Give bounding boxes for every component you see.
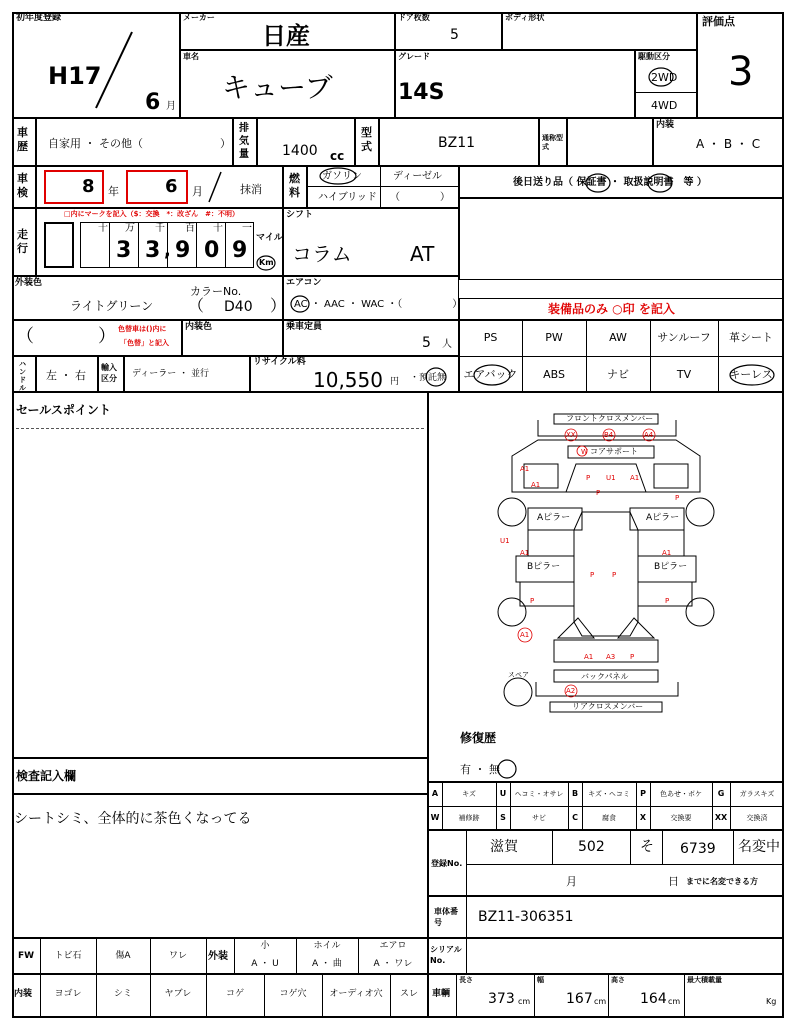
- width-value: 167: [566, 991, 593, 1007]
- equip-pw: PW: [545, 331, 563, 344]
- inspection-notes-label: 検査記入欄: [16, 769, 77, 783]
- load-unit: Kg: [766, 997, 777, 1006]
- legend-code: P: [640, 789, 646, 798]
- mark-u1: U1: [606, 474, 616, 482]
- recycle-label: リサイクル料: [253, 357, 306, 367]
- shift-type: AT: [410, 242, 435, 266]
- aircon-options: AC ・ AAC ・ WAC ・（ ）: [294, 299, 463, 310]
- drive-4wd: 4WD: [651, 99, 678, 112]
- int-item-2: シミ: [113, 989, 132, 999]
- unit-label-5: 十: [213, 223, 223, 234]
- legend-code: X: [639, 813, 647, 822]
- digit-comma: ,: [164, 240, 171, 261]
- legend-code: G: [717, 789, 725, 798]
- circle-mark-km: [255, 254, 277, 272]
- import-value: ディーラー ・ 並行: [132, 369, 210, 379]
- yen-unit: 円: [390, 377, 400, 387]
- chassis-label: 車体番号: [434, 907, 458, 927]
- mark-a1-2: A1: [531, 481, 541, 489]
- size-row: [428, 974, 784, 1018]
- mark-b4: B4: [604, 431, 614, 439]
- legend-meaning: 交換済: [746, 814, 768, 822]
- score-value: 3: [728, 49, 754, 95]
- mark-a2: A2: [566, 687, 576, 695]
- circle-mark-ac: [289, 294, 311, 314]
- registration-status: 名変中: [738, 839, 780, 855]
- slash-mark-2: [205, 170, 225, 204]
- handle-value: 左 ・ 右: [46, 369, 86, 382]
- cc-unit: cc: [330, 149, 345, 163]
- fuel-diesel: ディーゼル: [393, 171, 442, 182]
- fw-item-1: トビ石: [54, 951, 82, 961]
- registration-deadline-note: までに名変できる方: [686, 877, 758, 886]
- month-unit-2: 月: [192, 185, 203, 198]
- a-pillar-right: Aピラー: [646, 513, 680, 523]
- digit-4: 0: [204, 238, 220, 263]
- height-value: 164: [640, 991, 667, 1007]
- legend-meaning: ガラスキズ: [739, 790, 775, 798]
- circle-mark-repair: [496, 758, 518, 780]
- mark-a1-3: A1: [630, 474, 640, 482]
- back-panel-label: バックパネル: [581, 672, 629, 681]
- legend-meaning: サビ: [532, 814, 546, 822]
- documents-area: [459, 198, 784, 280]
- history-value: 自家用 ・ その他（: [48, 137, 143, 150]
- drive-2wd: 2WD: [651, 71, 678, 84]
- repair-value: 有 ・ 無: [460, 763, 500, 776]
- int-item-7: スレ: [399, 989, 418, 999]
- digit-2: 3: [145, 238, 161, 263]
- mark-p-5: P: [612, 571, 617, 579]
- legend-meaning: 交換要: [670, 814, 692, 822]
- digit-3: 9: [175, 238, 191, 263]
- month-unit: 月: [166, 101, 176, 112]
- inspection-month-box: [126, 170, 188, 204]
- equip-leather: 革シート: [729, 331, 773, 344]
- doors-label: ドア枚数: [398, 13, 430, 22]
- legend-meaning: キズ・ヘコミ: [588, 790, 630, 798]
- spare-label: スペア: [508, 671, 529, 679]
- fuel-other: （ ）: [390, 192, 450, 203]
- mark-p-7: P: [665, 597, 670, 605]
- paren-right-2: ）: [98, 326, 116, 347]
- mark-u1-2: U1: [500, 537, 510, 545]
- circle-mark-airbag: [470, 362, 514, 388]
- equip-abs: ABS: [543, 368, 565, 381]
- year-unit: 年: [108, 185, 119, 198]
- mark-p-2: P: [596, 489, 601, 497]
- paren-left: （: [188, 296, 205, 315]
- legend-meaning: 色あせ・ボケ: [660, 790, 702, 798]
- color-no-value: D40: [224, 299, 253, 315]
- history-close: ）: [220, 137, 231, 150]
- damage-circles: [428, 392, 784, 722]
- b-pillar-right: Bピラー: [654, 562, 688, 572]
- unit-label-4: 百: [185, 223, 195, 234]
- capacity-unit: 人: [442, 339, 452, 350]
- first-reg-year: H17: [48, 62, 102, 90]
- mileage-label: 走行: [17, 228, 28, 255]
- common-type-cell: [567, 118, 653, 166]
- legend-code: XX: [714, 813, 728, 822]
- exterior-label: 外装: [208, 951, 228, 962]
- ext-item-1-opts: A ・ U: [251, 959, 279, 969]
- registration-cell: [428, 830, 784, 896]
- load-label: 最大積載量: [687, 976, 722, 984]
- mark-p-4: P: [590, 571, 595, 579]
- exterior-color-value: ライトグリーン: [70, 299, 154, 313]
- circle-mark: [648, 66, 674, 88]
- type-value: BZ11: [438, 135, 476, 151]
- color-change-note-1: 色替車は()内に: [118, 325, 167, 333]
- legend-code: A: [431, 789, 439, 798]
- history-label: 車歴: [17, 126, 28, 153]
- unit-label-1: 十: [98, 223, 108, 234]
- aircon-label: エアコン: [286, 278, 322, 288]
- length-value: 373: [488, 991, 515, 1007]
- fuel-label: 燃料: [289, 172, 300, 199]
- height-label: 高さ: [611, 976, 625, 984]
- mileage-mark-box: [44, 222, 74, 268]
- rear-member-label: リアクロスメンバー: [572, 702, 644, 711]
- chassis-value: BZ11-306351: [478, 909, 574, 925]
- color-change-note-2: 「色替」と記入: [120, 339, 169, 347]
- body-label: ボディ形状: [505, 13, 545, 22]
- km-label: Km: [259, 258, 274, 267]
- interior-label: 内装: [14, 989, 33, 999]
- grade-label: グレード: [398, 52, 430, 61]
- registration-month: 月: [566, 875, 577, 888]
- legend-meaning: キズ: [462, 790, 476, 798]
- slash-mark: [90, 30, 150, 110]
- fw-item-2: 傷A: [115, 951, 131, 961]
- inspection-label: 車検: [17, 172, 28, 199]
- unit-label-6: 一: [242, 223, 252, 234]
- repair-label: 修復歴: [460, 731, 497, 745]
- displacement-label: 排気量: [239, 123, 249, 160]
- circle-marks-docs: [584, 172, 684, 194]
- shift-label: シフト: [286, 210, 314, 220]
- sales-points-label: セールスポイント: [16, 403, 111, 417]
- fuel-gasoline: ガソリン: [322, 171, 362, 182]
- registration-class: 502: [578, 839, 605, 855]
- registration-pref: 滋賀: [490, 839, 518, 855]
- height-unit: cm: [668, 997, 681, 1006]
- int-item-3: ヤブレ: [164, 989, 192, 999]
- interior-color-label: 内装色: [185, 322, 213, 332]
- mark-a3: A3: [606, 653, 616, 661]
- paren-left-2: （: [16, 326, 34, 347]
- mark-p-1: P: [586, 474, 591, 482]
- grade-value: 14S: [398, 80, 445, 105]
- a-pillar-left: Aピラー: [537, 513, 571, 523]
- mile-label: マイル: [256, 233, 283, 243]
- common-type-label: 通称型式: [542, 134, 563, 151]
- int-item-6: オーディオ穴: [329, 989, 383, 999]
- mark-a1-6: A1: [520, 631, 530, 639]
- mark-a1-4: A1: [520, 549, 530, 557]
- registration-number: 6739: [680, 841, 716, 857]
- equip-sunroof: サンルーフ: [657, 331, 711, 344]
- legend-meaning: ヘコミ・オサレ: [514, 790, 564, 798]
- inspection-year-box: [44, 170, 104, 204]
- ext-item-2-opts: A ・ 曲: [312, 959, 342, 969]
- ext-item-3-opts: A ・ ワレ: [373, 959, 413, 969]
- registration-day: 日: [668, 875, 679, 888]
- width-label: 幅: [537, 976, 544, 984]
- serial-label: シリアルNo.: [430, 945, 462, 965]
- length-unit: cm: [518, 997, 531, 1006]
- circle-mark-keyless: [726, 362, 778, 388]
- mileage-note: □内にマークを記入（$：交換 *：改ざん #：不明）: [64, 210, 240, 218]
- mark-p-8: P: [630, 653, 635, 661]
- mark-xx: XX: [566, 431, 576, 439]
- ext-item-3-name: エアロ: [379, 941, 407, 951]
- capacity-label: 乗車定員: [286, 322, 323, 332]
- equip-ps: PS: [483, 331, 498, 344]
- mark-a1-5: A1: [662, 549, 672, 557]
- unit-label-2: 万: [125, 223, 135, 234]
- b-pillar-left: Bピラー: [527, 562, 561, 572]
- first-reg-label: 初年度登録: [16, 13, 62, 23]
- fuel-hybrid: ハイブリッド: [318, 192, 377, 203]
- int-item-4: コゲ: [225, 989, 244, 999]
- recycle-value: 10,550: [313, 368, 383, 392]
- drive-label: 駆動区分: [638, 52, 670, 61]
- circle-mark-recycle: [424, 366, 448, 388]
- equipment-title: 装備品のみ ○印 を記入: [548, 302, 675, 316]
- fw-item-3: ワレ: [168, 951, 187, 961]
- interior-grade-options: A ・ B ・ C: [696, 137, 761, 151]
- documents-text: 後日送り品（ 保証書 ・ 取扱説明書 等 ）: [513, 177, 707, 188]
- model-label: 車名: [183, 52, 199, 61]
- core-support-label: コアサポート: [590, 447, 638, 456]
- ext-item-2-name: ホイル: [313, 941, 341, 951]
- inspection-year: 8: [82, 176, 95, 197]
- legend-code: B: [571, 789, 579, 798]
- ext-item-1-name: 小: [260, 941, 270, 951]
- size-label: 車輌: [432, 989, 451, 999]
- mark-a4: A4: [644, 431, 654, 439]
- int-item-5: コゲ穴: [279, 989, 307, 999]
- equip-keyless: キーレス: [729, 368, 773, 381]
- legend-code: W: [430, 813, 440, 822]
- mark-w: W: [581, 448, 588, 456]
- digit-5: 9: [232, 238, 248, 263]
- serial-cell: [428, 938, 784, 974]
- model-value: キューブ: [222, 71, 333, 104]
- mark-a1-1: A1: [520, 465, 530, 473]
- exterior-color-label: 外装色: [15, 278, 43, 288]
- int-item-1: ヨゴレ: [54, 989, 82, 999]
- displacement-value: 1400: [282, 143, 318, 159]
- length-label: 長さ: [459, 976, 473, 984]
- equip-aw: AW: [609, 331, 627, 344]
- first-reg-month: 6: [145, 90, 161, 115]
- maker-label: メーカー: [183, 13, 215, 22]
- maker-value: 日産: [262, 22, 310, 50]
- import-label: 輸入区分: [101, 363, 117, 383]
- registration-label: 登録No.: [431, 859, 463, 868]
- mark-p-3: P: [675, 494, 680, 502]
- interior-grade-label: 内装: [656, 120, 675, 130]
- circle-mark-gas: [310, 166, 370, 186]
- capacity-value: 5: [422, 335, 431, 351]
- fw-label: FW: [18, 951, 35, 961]
- inspection-cancel: 抹消: [240, 183, 262, 196]
- sales-points-cell: [12, 392, 428, 758]
- inspection-month: 6: [165, 176, 178, 197]
- unit-label-3: 千: [155, 223, 165, 234]
- registration-kana: そ: [640, 839, 654, 855]
- doors-value: 5: [450, 27, 459, 43]
- legend-meaning: 補修跡: [458, 814, 480, 822]
- equip-navi: ナビ: [607, 368, 629, 381]
- handle-label: ハンドル: [19, 360, 26, 392]
- paren-right: ）: [270, 296, 287, 315]
- inspection-notes-text: シートシミ、全体的に茶色くなってる: [14, 811, 252, 827]
- legend-code: S: [500, 813, 506, 822]
- score-label: 評価点: [702, 15, 735, 28]
- shift-value: コラム: [292, 242, 352, 266]
- width-unit: cm: [594, 997, 607, 1006]
- digit-1: 3: [116, 238, 132, 263]
- front-member-label: フロントクロスメンバー: [566, 414, 654, 423]
- recycle-status: ・預託無: [410, 373, 447, 383]
- legend-code: C: [572, 813, 578, 822]
- mark-p-6: P: [530, 597, 535, 605]
- legend-code: U: [499, 789, 507, 798]
- type-label: 型式: [361, 126, 372, 153]
- mark-a1-7: A1: [584, 653, 594, 661]
- color-no-label: カラーNo.: [190, 285, 242, 298]
- equip-airbag: エアバック: [463, 368, 518, 381]
- equip-tv: TV: [676, 368, 692, 381]
- legend-meaning: 腐食: [602, 814, 616, 822]
